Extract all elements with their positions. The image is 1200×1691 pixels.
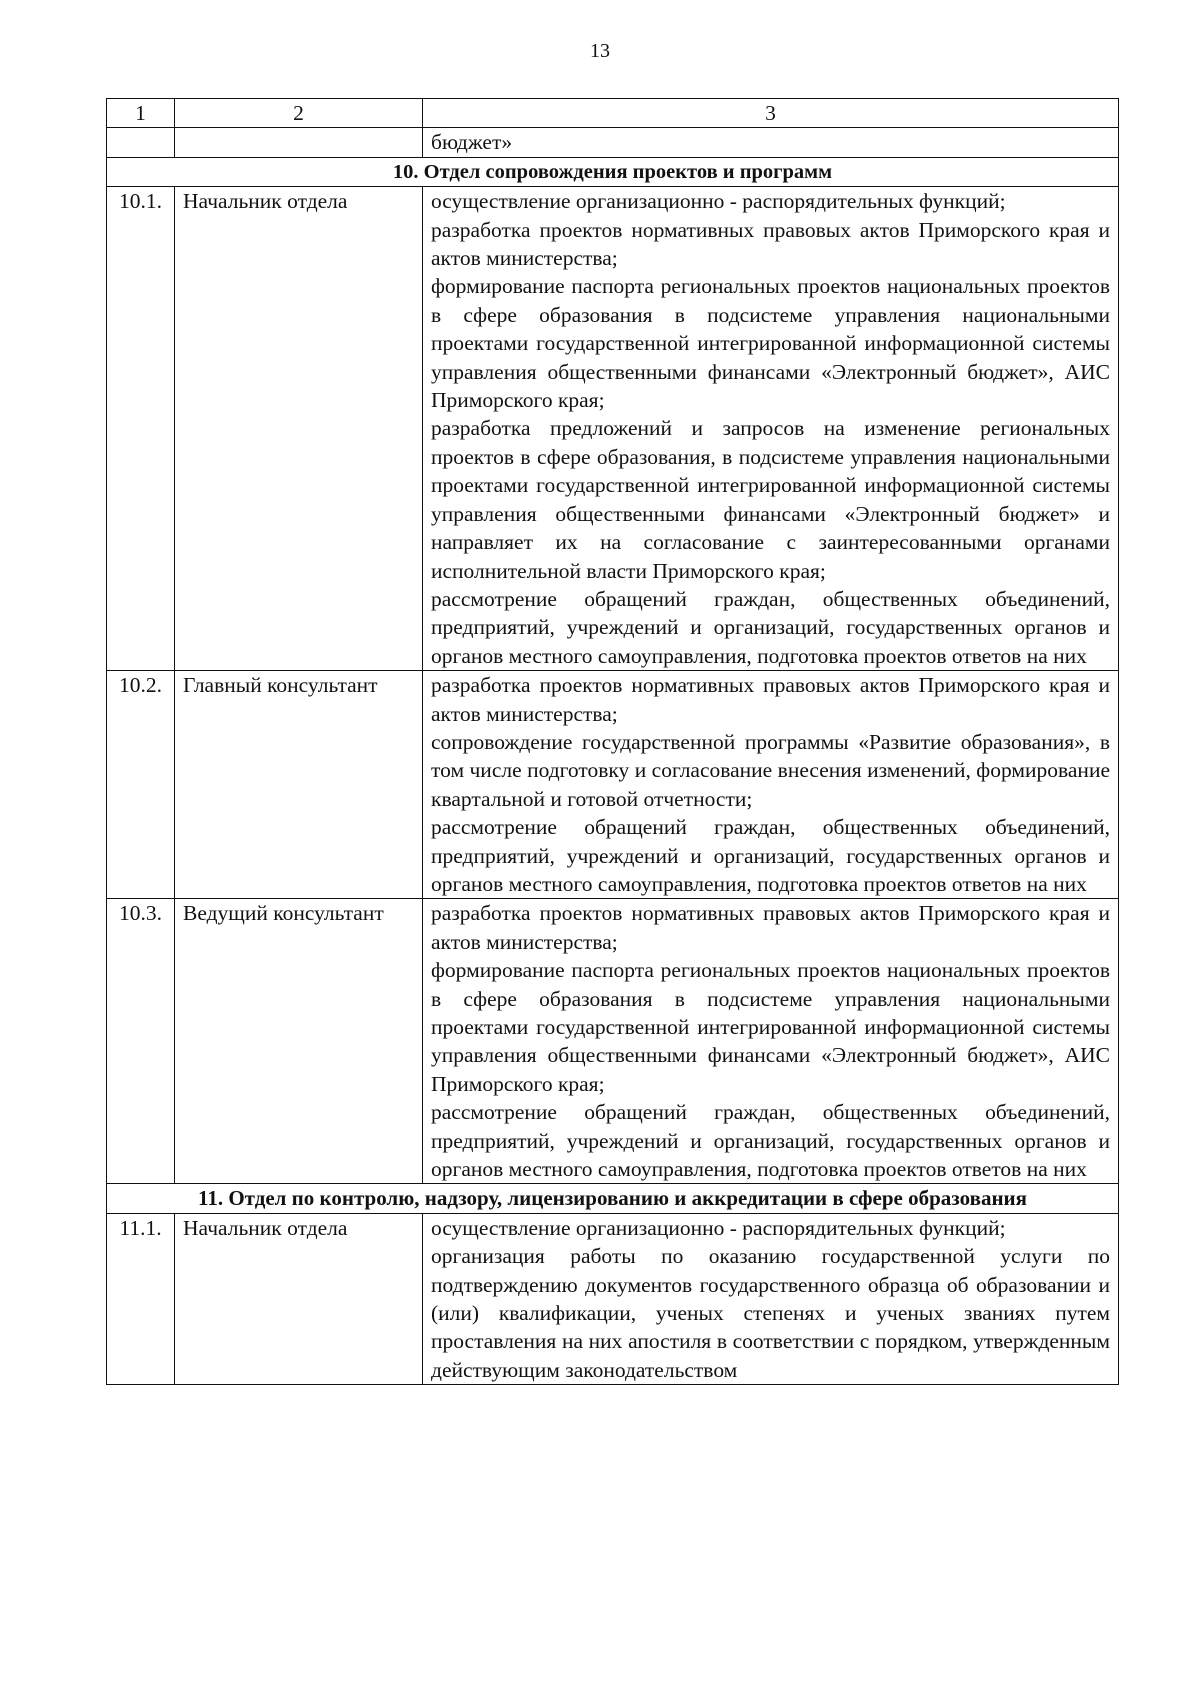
table-row bbox=[107, 187, 1119, 671]
page-number: 13 bbox=[590, 40, 610, 62]
duties-cell bbox=[423, 671, 1119, 899]
table-row bbox=[107, 1213, 1119, 1384]
table-row bbox=[107, 899, 1119, 1184]
row-number: 10.2. bbox=[107, 671, 175, 899]
position-title: Ведущий консультант bbox=[175, 899, 423, 1184]
staff-duties-table bbox=[106, 98, 1119, 1385]
duty-item: разработка проектов нормативных правовых актов Приморского края и актов министерства; bbox=[431, 217, 1110, 271]
row-number: 11.1. bbox=[107, 1213, 175, 1384]
duty-item: разработка проектов нормативных правовых актов Приморского края и актов министерства; bbox=[431, 901, 1110, 954]
position-title: Начальник отдела bbox=[175, 1213, 423, 1384]
duty-item: формирование паспорта региональных проектов национальных проектов в сфере образования в подсистеме управления национальными проектами государственной интегрированной информационной системы управления общественными финансами «Электронный бюджет», АИС Приморского края; bbox=[431, 958, 1110, 1096]
duty-item: осуществление организационно - распорядительных функций; bbox=[431, 1215, 1006, 1240]
continuation-cell-2 bbox=[175, 128, 423, 157]
duty-item: организация работы по оказанию государственной услуги по подтверждению документов государственного образца об образовании и (или) квалификации, ученых степенях и ученых званиях путем проставления на них апостиля в соответствии с порядком, утвержденным действующим законодательством bbox=[431, 1244, 1110, 1382]
table-row bbox=[107, 671, 1119, 899]
duty-item: рассмотрение обращений граждан, общественных объединений, предприятий, учреждений и организаций, государственных органов и органов местного самоуправления, подготовка проектов ответов на них bbox=[431, 586, 1110, 668]
duty-item: формирование паспорта региональных проектов национальных проектов в сфере образования в подсистеме управления национальными проектами государственной интегрированной информационной системы управления общественными финансами «Электронный бюджет», АИС Приморского края; bbox=[431, 274, 1110, 413]
section-heading: 10. Отдел сопровождения проектов и программ bbox=[107, 157, 1119, 186]
column-number-1: 1 bbox=[107, 99, 175, 128]
row-number: 10.1. bbox=[107, 187, 175, 671]
duties-cell bbox=[423, 899, 1119, 1184]
column-number-2: 2 bbox=[175, 99, 423, 128]
continuation-row bbox=[107, 128, 1119, 157]
position-title: Начальник отдела bbox=[175, 187, 423, 671]
continuation-cell-1 bbox=[107, 128, 175, 157]
continuation-cell-3: бюджет» bbox=[423, 128, 1119, 157]
duty-item: сопровождение государственной программы «Развитие образования», в том числе подготовку и согласование внесения изменений, формирование квартальной и готовой отчетности; bbox=[431, 729, 1110, 811]
duty-item: осуществление организационно - распорядительных функций; bbox=[431, 189, 1006, 214]
duty-item: рассмотрение обращений граждан, общественных объединений, предприятий, учреждений и организаций, государственных органов и органов местного самоуправления, подготовка проектов ответов на них bbox=[431, 815, 1110, 896]
section-heading-row bbox=[107, 157, 1119, 186]
duties-cell bbox=[423, 187, 1119, 671]
duty-item: разработка проектов нормативных правовых актов Приморского края и актов министерства; bbox=[431, 673, 1110, 726]
section-heading-row bbox=[107, 1184, 1119, 1213]
section-heading: 11. Отдел по контролю, надзору, лицензированию и аккредитации в сфере образования bbox=[107, 1184, 1119, 1213]
duty-item: рассмотрение обращений граждан, общественных объединений, предприятий, учреждений и организаций, государственных органов и органов местного самоуправления, подготовка проектов ответов на них bbox=[431, 1100, 1110, 1182]
column-number-row bbox=[107, 99, 1119, 128]
duty-item: разработка предложений и запросов на изменение региональных проектов в сфере образования, в подсистеме управления национальными проектами государственной интегрированной информационной системы управления общественными финансами «Электронный бюджет» и направляет их на согласование с заинтересованными органами исполнительной власти Приморского края; bbox=[431, 416, 1110, 583]
duties-cell bbox=[423, 1213, 1119, 1384]
row-number: 10.3. bbox=[107, 899, 175, 1184]
column-number-3: 3 bbox=[423, 99, 1119, 128]
position-title: Главный консультант bbox=[175, 671, 423, 899]
